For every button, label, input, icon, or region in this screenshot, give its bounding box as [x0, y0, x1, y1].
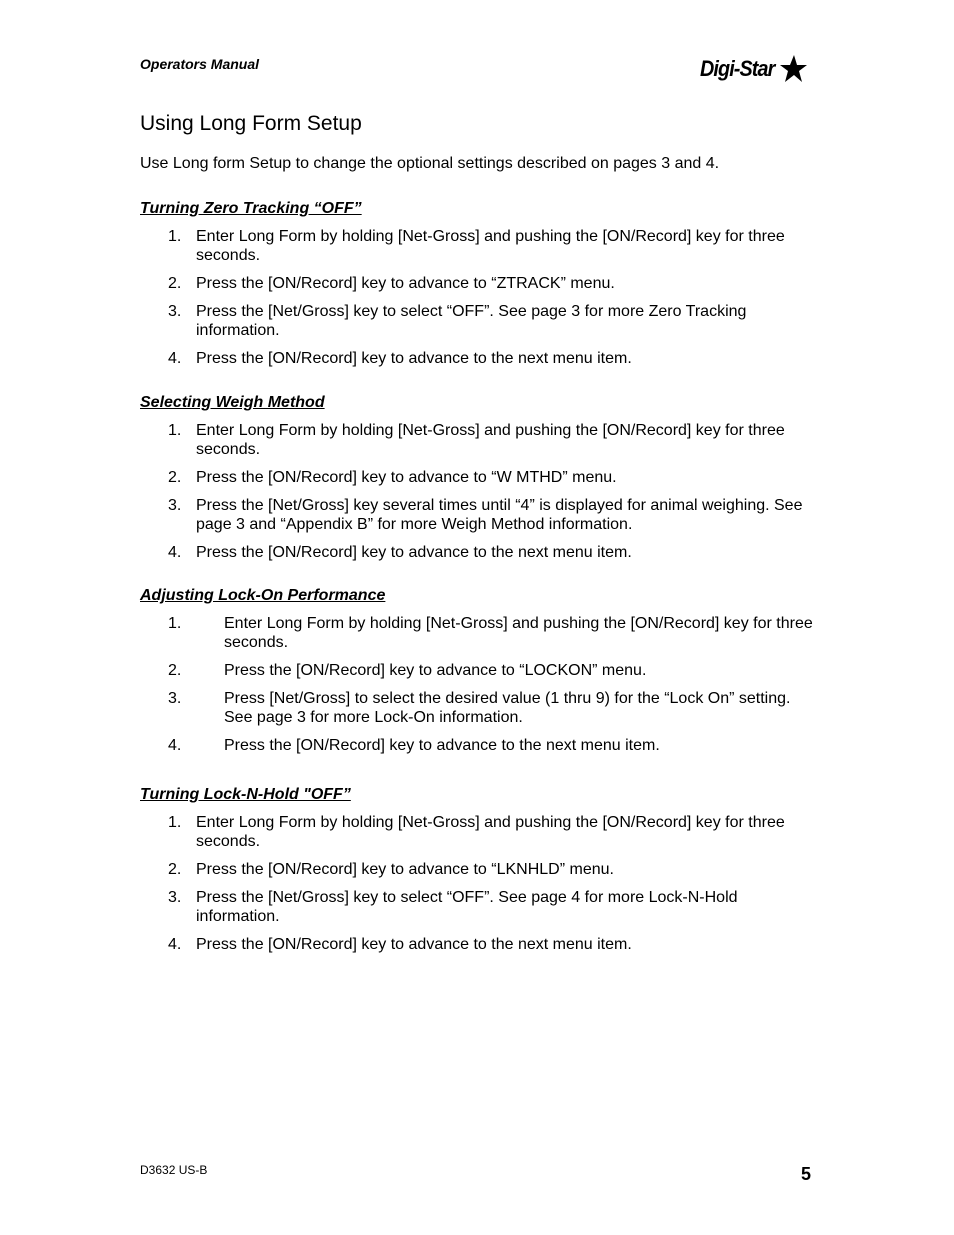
step-number: 2.: [168, 275, 182, 292]
list-item: [140, 302, 820, 340]
list-item: [140, 227, 820, 265]
step-text: Enter Long Form by holding [Net-Gross] and pushing the [ON/Record] key for three seconds.: [224, 615, 813, 651]
section-weigh-method: [140, 393, 820, 571]
list-item: [140, 614, 820, 652]
step-text: Press the [Net/Gross] key several times until “4” is displayed for animal weighing. See page 3 and “Appendix B” for more Weigh Method information.: [196, 497, 803, 533]
list-item: [140, 888, 820, 926]
list-item: [140, 349, 820, 368]
list-item: [140, 813, 820, 851]
step-text: Press the [ON/Record] key to advance to the next menu item.: [196, 936, 632, 953]
step-number: 3.: [168, 889, 182, 906]
digi-star-logo: [700, 54, 807, 84]
step-text: Press the [Net/Gross] key to select “OFF”. See page 3 for more Zero Tracking information.: [196, 303, 747, 339]
step-number: 4.: [168, 544, 182, 561]
step-list: [140, 813, 820, 954]
step-text: Press the [ON/Record] key to advance to the next menu item.: [224, 737, 660, 754]
step-text: Press the [ON/Record] key to advance to “W MTHD” menu.: [196, 469, 617, 486]
step-text: Press the [ON/Record] key to advance to “LOCKON” menu.: [224, 662, 647, 679]
step-text: Press [Net/Gross] to select the desired value (1 thru 9) for the “Lock On” setting. See page 3 for more Lock-On information.: [224, 690, 791, 726]
step-text: Enter Long Form by holding [Net-Gross] and pushing the [ON/Record] key for three seconds.: [196, 814, 785, 850]
step-number: 2.: [168, 861, 182, 878]
step-number: 3.: [168, 690, 182, 707]
step-text: Enter Long Form by holding [Net-Gross] and pushing the [ON/Record] key for three seconds.: [196, 228, 785, 264]
list-item: [140, 860, 820, 879]
step-number: 4.: [168, 350, 182, 367]
list-item: [140, 689, 820, 727]
list-item: [140, 543, 820, 562]
page-number: 5: [801, 1164, 812, 1184]
page-title: Using Long Form Setup: [140, 112, 362, 135]
logo-text: Digi-Star: [700, 56, 775, 81]
section-title: Adjusting Lock-On Performance: [140, 587, 386, 604]
step-list: [140, 614, 820, 755]
section-title: Turning Zero Tracking “OFF”: [140, 200, 362, 217]
document-code: D3632 US-B: [140, 1163, 208, 1177]
list-item: [140, 274, 820, 293]
step-number: 1.: [168, 422, 182, 439]
step-text: Press the [ON/Record] key to advance to the next menu item.: [196, 544, 632, 561]
step-number: 3.: [168, 497, 182, 514]
list-item: [140, 935, 820, 954]
list-item: [140, 661, 820, 680]
step-number: 1.: [168, 228, 182, 245]
list-item: [140, 736, 820, 755]
section-title: Turning Lock-N-Hold "OFF”: [140, 786, 351, 803]
step-number: 1.: [168, 814, 182, 831]
step-number: 2.: [168, 469, 182, 486]
section-title: Selecting Weigh Method: [140, 394, 325, 411]
step-list: [140, 227, 820, 368]
step-text: Press the [ON/Record] key to advance to the next menu item.: [196, 350, 632, 367]
step-number: 3.: [168, 303, 182, 320]
step-text: Press the [ON/Record] key to advance to “ZTRACK” menu.: [196, 275, 615, 292]
star-icon: [777, 54, 807, 84]
step-text: Enter Long Form by holding [Net-Gross] and pushing the [ON/Record] key for three seconds.: [196, 422, 785, 458]
section-zero-tracking: [140, 199, 820, 377]
step-text: Press the [ON/Record] key to advance to “LKNHLD” menu.: [196, 861, 614, 878]
step-text: Press the [Net/Gross] key to select “OFF”. See page 4 for more Lock-N-Hold information.: [196, 889, 738, 925]
list-item: [140, 421, 820, 459]
intro-paragraph: Use Long form Setup to change the optional settings described on pages 3 and 4.: [140, 155, 720, 172]
manual-label: Operators Manual: [140, 56, 260, 72]
step-number: 2.: [168, 662, 182, 679]
step-number: 4.: [168, 737, 182, 754]
step-list: [140, 421, 820, 562]
list-item: [140, 468, 820, 487]
section-lock-on: [140, 586, 820, 764]
section-lock-n-hold: [140, 785, 820, 963]
list-item: [140, 496, 820, 534]
step-number: 1.: [168, 615, 182, 632]
step-number: 4.: [168, 936, 182, 953]
